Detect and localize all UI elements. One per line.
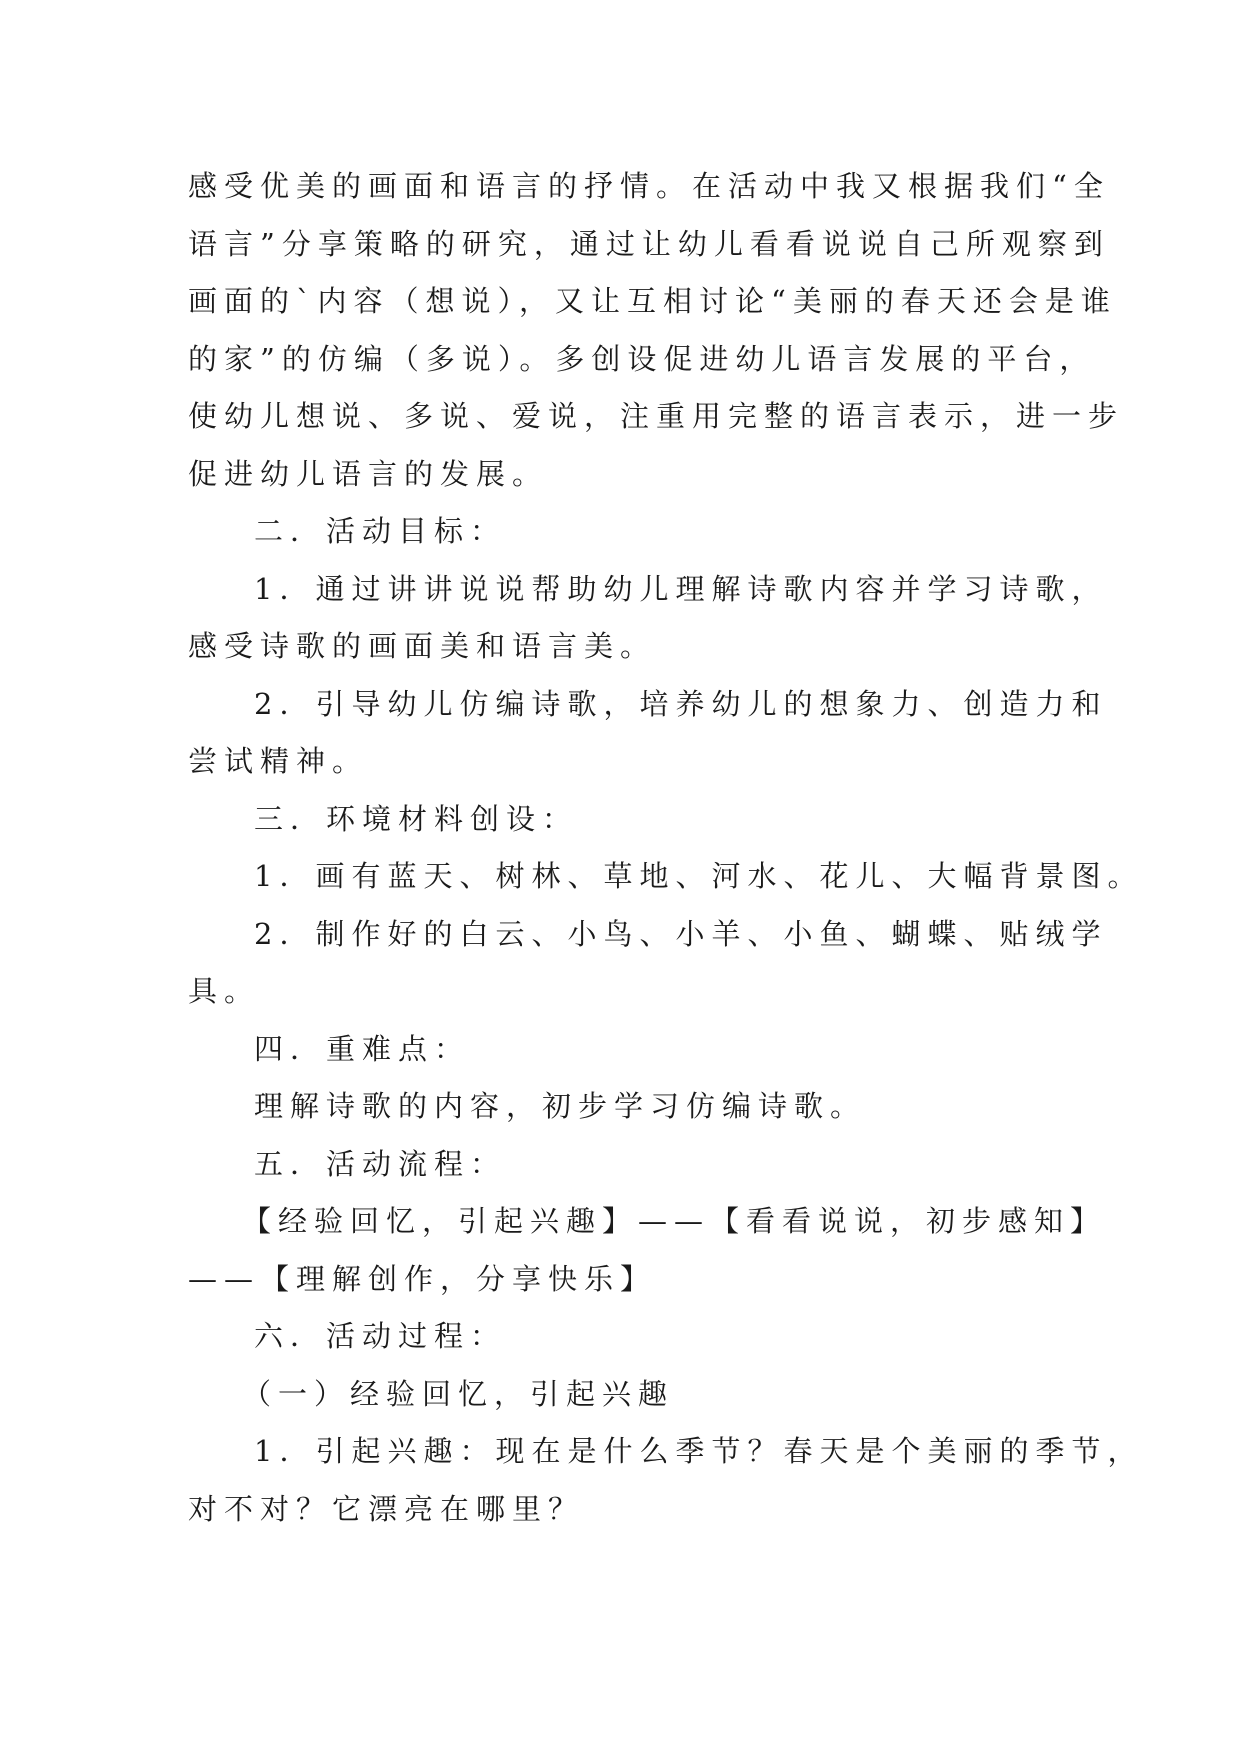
list-item: 1．引起兴趣：现在是什么季节？春天是个美丽的季节， — [254, 1434, 1144, 1468]
flow-line: 【经验回忆，引起兴趣】——【看看说说，初步感知】 — [242, 1204, 1107, 1238]
section-heading-key-points: 四．重难点： — [254, 1031, 471, 1066]
paragraph-line: 促进幼儿语言的发展。 — [188, 456, 549, 491]
list-item: 1．画有蓝天、树林、草地、河水、花儿、大幅背景图。 — [254, 859, 1144, 893]
paragraph-line: 的家”的仿编（多说）。多创设促进幼儿语言发展的平台， — [188, 341, 1096, 376]
list-item: 2．引导幼儿仿编诗歌，培养幼儿的想象力、创造力和 — [254, 686, 1108, 721]
paragraph-line: 画面的`内容（想说），又让互相讨论“美丽的春天还会是谁 — [188, 284, 1117, 318]
paragraph-line: 使幼儿想说、多说、爱说，注重用完整的语言表示，进一步 — [188, 399, 1125, 433]
subsection-heading: （一）经验回忆，引起兴趣 — [242, 1376, 675, 1411]
section-heading-materials: 三．环境材料创设： — [254, 801, 579, 836]
document-body — [188, 158, 1144, 1538]
list-item-continuation: 具。 — [188, 974, 261, 1008]
paragraph-line: 感受优美的画面和语言的抒情。在活动中我又根据我们“全 — [188, 169, 1110, 203]
section-heading-flow: 五．活动流程： — [254, 1146, 507, 1181]
list-item-continuation: 对不对？它漂亮在哪里？ — [188, 1491, 585, 1526]
list-item: 1．通过讲讲说说帮助幼儿理解诗歌内容并学习诗歌， — [254, 571, 1108, 606]
list-item: 2．制作好的白云、小鸟、小羊、小鱼、蝴蝶、贴绒学 — [254, 916, 1108, 951]
paragraph-line: 理解诗歌的内容，初步学习仿编诗歌。 — [254, 1089, 867, 1123]
section-heading-goals: 二．活动目标： — [254, 514, 507, 548]
paragraph-line: 语言”分享策略的研究，通过让幼儿看看说说自己所观察到 — [188, 226, 1110, 261]
flow-line-continuation: ——【理解创作，分享快乐】 — [188, 1261, 657, 1296]
list-item-continuation: 感受诗歌的画面美和语言美。 — [188, 629, 657, 663]
list-item-continuation: 尝试精神。 — [188, 744, 369, 778]
section-heading-process: 六．活动过程： — [254, 1319, 507, 1353]
